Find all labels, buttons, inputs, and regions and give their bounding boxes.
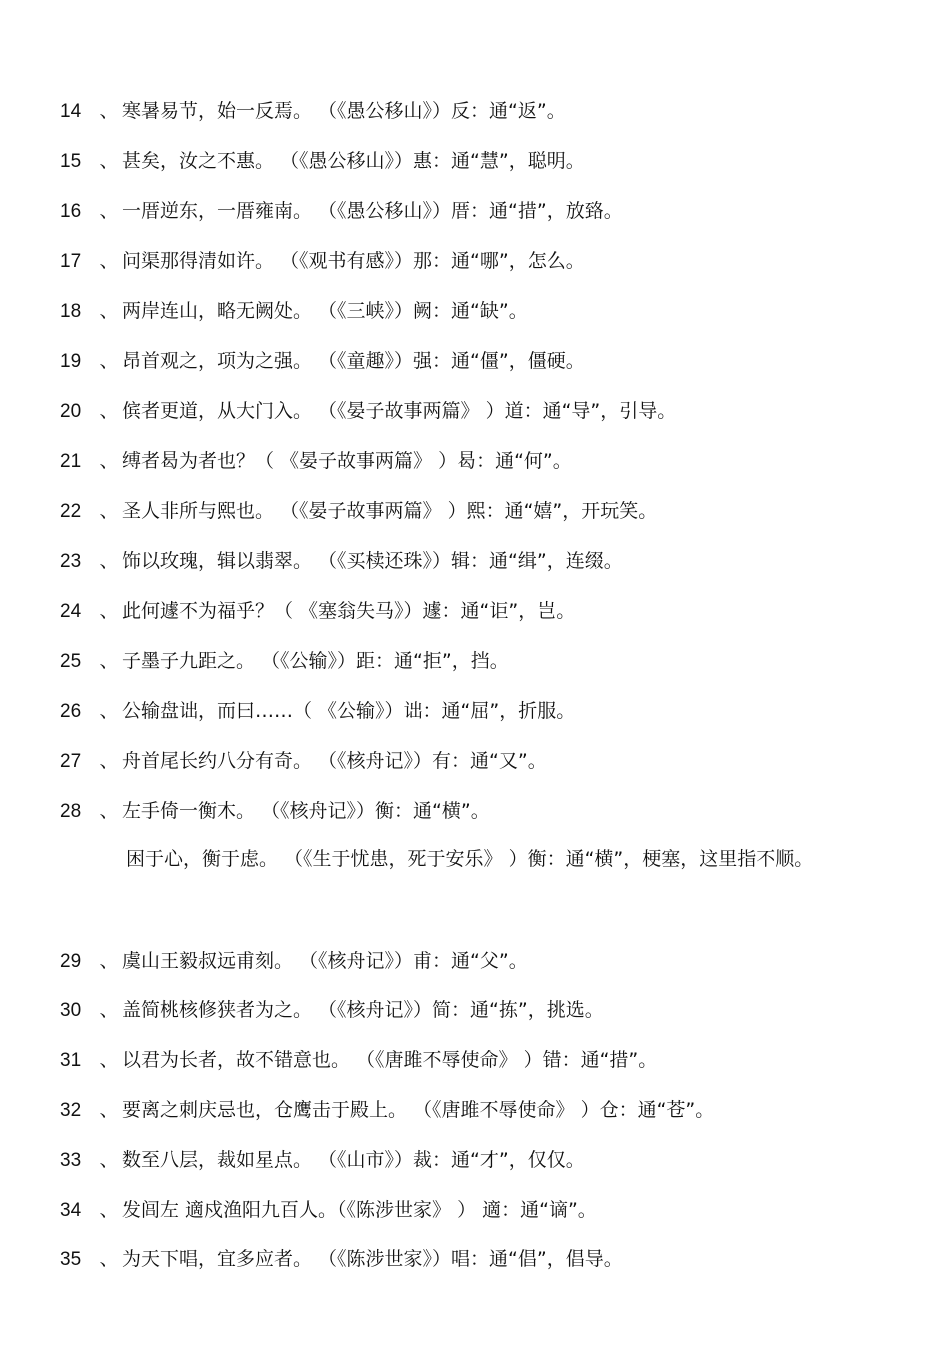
item-text: 甚矣，汝之不惠。 （《愚公移山》）惠：通“慧”，聪明。 [122, 150, 585, 172]
item-separator: 、 [99, 750, 119, 772]
item-text: 为天下唱，宜多应者。 （《陈涉世家》）唱：通“倡”，倡导。 [122, 1248, 623, 1270]
item-separator: 、 [99, 150, 119, 172]
list-item [60, 1195, 597, 1225]
item-separator: 、 [99, 1049, 119, 1071]
item-separator: 、 [99, 100, 119, 122]
list-item [60, 296, 528, 326]
item-separator: 、 [99, 600, 119, 622]
list-item [60, 196, 623, 226]
item-text: 圣人非所与熙也。 （《晏子故事两篇》 ）熙：通“嬉”，开玩笑。 [122, 500, 658, 522]
item-separator: 、 [99, 999, 119, 1021]
item-text: 要离之刺庆忌也，仓鹰击于殿上。 （《唐雎不辱使命》 ）仓：通“苍”。 [122, 1099, 715, 1121]
item-text: 子墨子九距之。 （《公输》）距：通“拒”，挡。 [122, 650, 509, 672]
item-separator: 、 [99, 1149, 119, 1171]
item-text: 缚者曷为者也？（ 《晏子故事两篇》 ）曷：通“何”。 [122, 450, 572, 472]
item-text: 发闾左 適戍渔阳九百人。（《陈涉世家》 ） 適：通“谪”。 [122, 1199, 597, 1221]
list-item [60, 146, 585, 176]
item-number: 32 [60, 1100, 82, 1121]
item-number: 21 [60, 451, 82, 472]
item-separator: 、 [99, 1248, 119, 1270]
item-separator: 、 [99, 1199, 119, 1221]
list-item [60, 1045, 657, 1075]
item-number: 29 [60, 951, 82, 972]
item-separator: 、 [99, 650, 119, 672]
item-number: 26 [60, 701, 82, 722]
list-item [60, 796, 490, 826]
list-item [60, 246, 585, 276]
item-text: 此何遽不为福乎？（ 《塞翁失马》）遽：通“讵”，岂。 [122, 600, 576, 622]
item-separator: 、 [99, 800, 119, 822]
list-item [60, 1145, 585, 1175]
item-number: 33 [60, 1150, 82, 1171]
item-number: 22 [60, 501, 82, 522]
item-number: 24 [60, 601, 82, 622]
item-separator: 、 [99, 500, 119, 522]
item-number: 16 [60, 201, 82, 222]
item-number: 27 [60, 751, 82, 772]
item-number: 15 [60, 151, 82, 172]
item-number: 20 [60, 401, 82, 422]
list-item [60, 446, 572, 476]
item-number: 18 [60, 301, 82, 322]
item-separator: 、 [99, 400, 119, 422]
item-text: 两岸连山，略无阙处。 （《三峡》）阙：通“缺”。 [122, 300, 528, 322]
item-text: 以君为长者，故不错意也。 （《唐雎不辱使命》 ）错：通“措”。 [122, 1049, 658, 1071]
item-number: 25 [60, 651, 82, 672]
item-text: 公输盘诎，而曰……（ 《公输》）诎：通“屈”，折服。 [122, 700, 576, 722]
list-item [60, 596, 575, 626]
item-number: 35 [60, 1249, 82, 1270]
item-text: 虞山王毅叔远甫刻。 （《核舟记》）甫：通“父”。 [122, 950, 528, 972]
list-item [60, 746, 547, 776]
item-text: 盖简桃核修狭者为之。 （《核舟记》）简：通“拣”，挑选。 [122, 999, 604, 1021]
list-item [60, 946, 528, 976]
list-item [60, 496, 657, 526]
item-number: 28 [60, 801, 82, 822]
list-item [60, 646, 509, 676]
paragraph: 困于心，衡于虑。 （《生于忧患，死于安乐》 ）衡：通“横”，梗塞，这里指不顺。 [126, 848, 814, 870]
item-text: 数至八层，裁如星点。 （《山市》）裁：通“才”，仅仅。 [122, 1149, 585, 1171]
item-text: 昂首观之，项为之强。 （《童趣》）强：通“僵”，僵硬。 [122, 350, 585, 372]
item-number: 17 [60, 251, 82, 272]
item-separator: 、 [99, 350, 119, 372]
item-separator: 、 [99, 1099, 119, 1121]
list-item [60, 1244, 623, 1274]
item-text: 一厝逆东，一厝雍南。 （《愚公移山》）厝：通“措”，放臵。 [122, 200, 623, 222]
list-item [60, 995, 604, 1025]
item-text: 问渠那得清如许。 （《观书有感》）那：通“哪”，怎么。 [122, 250, 585, 272]
list-item [60, 1095, 714, 1125]
item-separator: 、 [99, 700, 119, 722]
item-number: 31 [60, 1050, 82, 1071]
item-text: 舟首尾长约八分有奇。 （《核舟记》）有：通“又”。 [122, 750, 547, 772]
item-text: 寒暑易节，始一反焉。 （《愚公移山》）反：通“返”。 [122, 100, 566, 122]
item-separator: 、 [99, 550, 119, 572]
item-text: 左手倚一衡木。 （《核舟记》）衡：通“横”。 [122, 800, 490, 822]
item-separator: 、 [99, 300, 119, 322]
item-number: 30 [60, 1000, 82, 1021]
item-separator: 、 [99, 450, 119, 472]
list-item [60, 96, 566, 126]
list-item [60, 546, 623, 576]
item-separator: 、 [99, 250, 119, 272]
item-number: 34 [60, 1200, 82, 1221]
item-text: 傧者更道，从大门入。 （《晏子故事两篇》 ）道：通“导”，引导。 [122, 400, 677, 422]
list-item [60, 696, 575, 726]
item-separator: 、 [99, 200, 119, 222]
item-text: 饰以玫瑰，辑以翡翠。 （《买椟还珠》）辑：通“缉”，连缀。 [122, 550, 623, 572]
list-item [60, 396, 676, 426]
item-separator: 、 [99, 950, 119, 972]
item-number: 23 [60, 551, 82, 572]
list-item [60, 346, 585, 376]
item-number: 19 [60, 351, 82, 372]
item-number: 14 [60, 101, 82, 122]
